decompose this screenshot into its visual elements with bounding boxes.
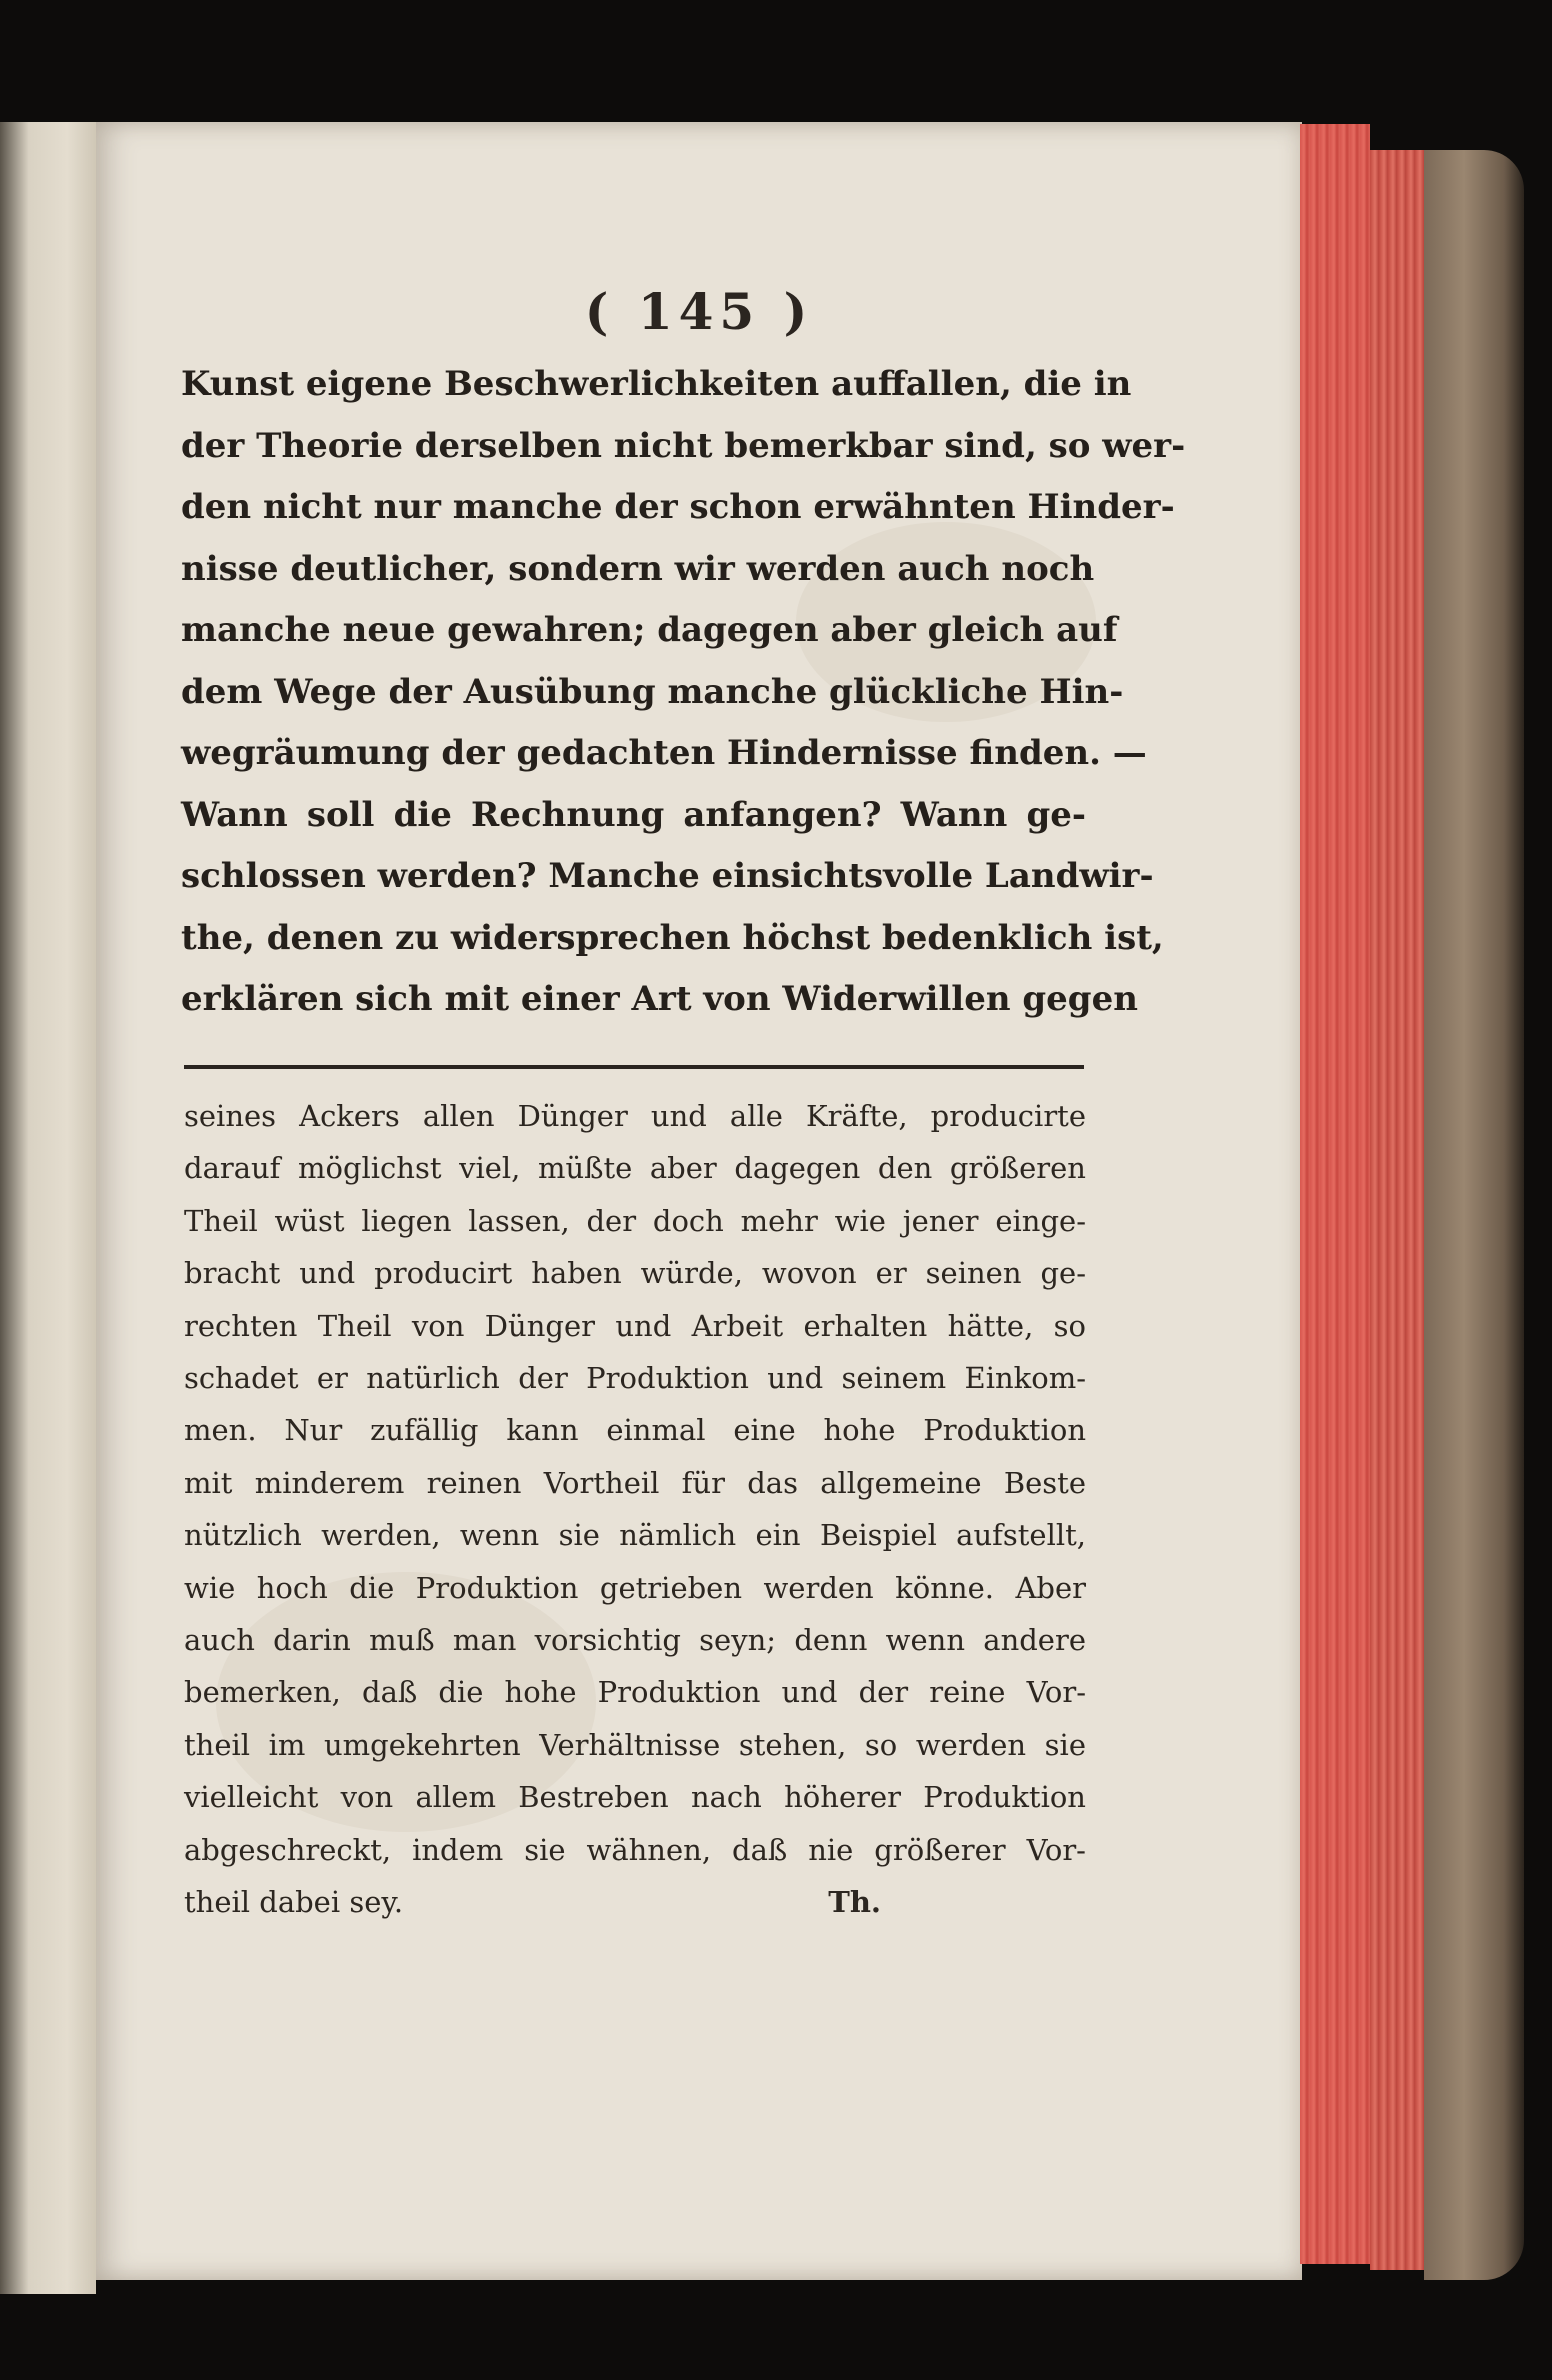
red-page-edges-inner bbox=[1370, 150, 1426, 2270]
footnote-line: darauf möglichst viel, müßte aber dagegen den größeren bbox=[184, 1151, 1086, 1186]
footnote-line: seines Ackers allen Dünger und alle Kräfte, producirte bbox=[184, 1099, 1086, 1133]
text-line: der Theorie derselben nicht bemerkbar sind, so wer- bbox=[181, 425, 1186, 466]
book-cover-edge bbox=[1424, 150, 1524, 2280]
previous-page-edge bbox=[0, 122, 96, 2294]
footnote-line: abgeschreckt, indem sie wähnen, daß nie größerer Vor- bbox=[184, 1832, 1086, 1867]
footnote-separator bbox=[184, 1065, 1084, 1069]
page-number: ( 145 ) bbox=[584, 282, 814, 341]
text-line: den nicht nur manche der schon erwähnten Hinder- bbox=[181, 487, 1175, 527]
footnote-line: mit minderem reinen Vortheil für das allgemeine Beste bbox=[184, 1465, 1086, 1500]
footnote-line: theil dabei sey. bbox=[184, 1885, 404, 1920]
text-line: schlossen werden? Manche einsichtsvolle Landwir- bbox=[181, 856, 1154, 896]
red-page-edges bbox=[1300, 124, 1370, 2264]
footnote-line: wie hoch die Produktion getrieben werden könne. Aber bbox=[184, 1570, 1086, 1605]
footnote-line: schadet er natürlich der Produktion und seinem Einkom- bbox=[184, 1361, 1086, 1396]
book-page bbox=[96, 122, 1302, 2280]
main-text-block bbox=[181, 354, 1186, 1031]
footnote-line: theil im umgekehrten Verhältnisse stehen, so werden sie bbox=[184, 1727, 1086, 1762]
text-line: erklären sich mit einer Art von Widerwillen gegen bbox=[181, 979, 1138, 1019]
text-line: dem Wege der Ausübung manche glückliche Hin- bbox=[181, 671, 1124, 712]
footnote-line: rechten Theil von Dünger und Arbeit erhalten hätte, so bbox=[184, 1308, 1086, 1343]
footnote-last-line bbox=[184, 1876, 1086, 1928]
footnote-line: bemerken, daß die hohe Produktion und der reine Vor- bbox=[184, 1675, 1086, 1710]
text-line: manche neue gewahren; dagegen aber gleich auf bbox=[181, 610, 1118, 650]
text-line: Kunst eigene Beschwerlichkeiten auffallen, die in bbox=[181, 364, 1132, 404]
footnote-line: auch darin muß man vorsichtig seyn; denn wenn andere bbox=[184, 1623, 1086, 1658]
text-line: Wann soll die Rechnung anfangen? Wann ge- bbox=[181, 794, 1086, 835]
text-line: nisse deutlicher, sondern wir werden auch noch bbox=[181, 548, 1095, 589]
footnote-line: bracht und producirt haben würde, wovon er seinen ge- bbox=[184, 1256, 1086, 1291]
text-line: the, denen zu widersprechen höchst bedenklich ist, bbox=[181, 917, 1164, 958]
footnote-line: Theil wüst liegen lassen, der doch mehr wie jener einge- bbox=[184, 1203, 1086, 1238]
catchword: Th. bbox=[828, 1885, 881, 1920]
footnote-line: men. Nur zufällig kann einmal eine hohe Produktion bbox=[184, 1413, 1086, 1448]
footnote-line: nützlich werden, wenn sie nämlich ein Beispiel aufstellt, bbox=[184, 1518, 1086, 1553]
text-line: wegräumung der gedachten Hindernisse finden. — bbox=[181, 733, 1147, 773]
footnote-block bbox=[184, 1090, 1086, 1929]
footnote-line: vielleicht von allem Bestreben nach höherer Produktion bbox=[184, 1780, 1086, 1815]
